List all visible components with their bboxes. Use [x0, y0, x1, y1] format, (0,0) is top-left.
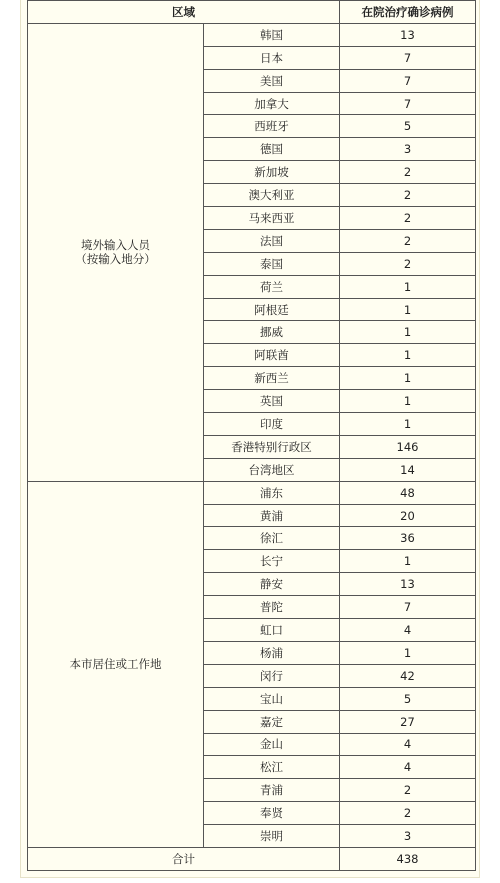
case-table — [27, 0, 476, 871]
place-cell: 泰国 — [204, 252, 340, 275]
place-cell: 台湾地区 — [204, 458, 340, 481]
count-cell: 1 — [340, 344, 476, 367]
count-cell: 42 — [340, 664, 476, 687]
place-cell: 英国 — [204, 390, 340, 413]
place-cell: 金山 — [204, 733, 340, 756]
place-cell: 印度 — [204, 413, 340, 436]
count-cell: 2 — [340, 161, 476, 184]
place-cell: 马来西亚 — [204, 207, 340, 230]
place-cell: 虹口 — [204, 619, 340, 642]
count-cell: 3 — [340, 825, 476, 848]
count-cell: 13 — [340, 23, 476, 46]
count-cell: 2 — [340, 802, 476, 825]
region-group-label-line: （按输入地分） — [75, 252, 156, 267]
count-cell: 20 — [340, 504, 476, 527]
place-cell: 法国 — [204, 229, 340, 252]
article-page — [20, 0, 480, 878]
count-cell: 3 — [340, 138, 476, 161]
count-cell: 4 — [340, 756, 476, 779]
place-cell: 荷兰 — [204, 275, 340, 298]
place-cell: 杨浦 — [204, 641, 340, 664]
place-cell: 普陀 — [204, 596, 340, 619]
count-cell: 14 — [340, 458, 476, 481]
table-body — [28, 23, 476, 847]
place-cell: 阿联酋 — [204, 344, 340, 367]
count-cell: 1 — [340, 367, 476, 390]
place-cell: 宝山 — [204, 687, 340, 710]
count-cell: 1 — [340, 413, 476, 436]
count-cell: 48 — [340, 481, 476, 504]
count-cell: 2 — [340, 229, 476, 252]
region-group-label — [28, 481, 204, 847]
total-row — [28, 847, 476, 870]
place-cell: 澳大利亚 — [204, 184, 340, 207]
count-cell: 7 — [340, 596, 476, 619]
place-cell: 黄浦 — [204, 504, 340, 527]
table-row — [28, 23, 476, 46]
place-cell: 挪威 — [204, 321, 340, 344]
place-cell: 加拿大 — [204, 92, 340, 115]
count-cell: 2 — [340, 779, 476, 802]
count-cell: 36 — [340, 527, 476, 550]
count-cell: 7 — [340, 69, 476, 92]
place-cell: 美国 — [204, 69, 340, 92]
count-cell: 1 — [340, 550, 476, 573]
place-cell: 松江 — [204, 756, 340, 779]
count-cell: 1 — [340, 390, 476, 413]
count-cell: 1 — [340, 275, 476, 298]
count-cell: 4 — [340, 619, 476, 642]
count-cell: 5 — [340, 115, 476, 138]
place-cell: 阿根廷 — [204, 298, 340, 321]
region-group-label-line: 本市居住或工作地 — [69, 657, 162, 672]
count-cell: 4 — [340, 733, 476, 756]
place-cell: 浦东 — [204, 481, 340, 504]
count-cell: 1 — [340, 298, 476, 321]
place-cell: 长宁 — [204, 550, 340, 573]
place-cell: 嘉定 — [204, 710, 340, 733]
count-cell: 1 — [340, 321, 476, 344]
count-cell: 1 — [340, 641, 476, 664]
place-cell: 新加坡 — [204, 161, 340, 184]
count-cell: 7 — [340, 92, 476, 115]
place-cell: 崇明 — [204, 825, 340, 848]
total-count: 438 — [340, 847, 476, 870]
count-cell: 13 — [340, 573, 476, 596]
count-cell: 2 — [340, 207, 476, 230]
place-cell: 奉贤 — [204, 802, 340, 825]
place-cell: 徐汇 — [204, 527, 340, 550]
place-cell: 静安 — [204, 573, 340, 596]
header-row — [28, 1, 476, 24]
place-cell: 香港特别行政区 — [204, 435, 340, 458]
region-header: 区域 — [28, 1, 340, 24]
total-label: 合计 — [28, 847, 340, 870]
region-group-label — [28, 23, 204, 481]
count-cell: 146 — [340, 435, 476, 458]
place-cell: 西班牙 — [204, 115, 340, 138]
count-cell: 27 — [340, 710, 476, 733]
place-cell: 韩国 — [204, 23, 340, 46]
count-header: 在院治疗确诊病例 — [340, 1, 476, 24]
place-cell: 闵行 — [204, 664, 340, 687]
region-group-label-line: 境外输入人员 — [81, 238, 150, 253]
count-cell: 2 — [340, 184, 476, 207]
count-cell: 5 — [340, 687, 476, 710]
count-cell: 2 — [340, 252, 476, 275]
place-cell: 青浦 — [204, 779, 340, 802]
table-row — [28, 481, 476, 504]
count-cell: 7 — [340, 46, 476, 69]
place-cell: 德国 — [204, 138, 340, 161]
place-cell: 日本 — [204, 46, 340, 69]
place-cell: 新西兰 — [204, 367, 340, 390]
